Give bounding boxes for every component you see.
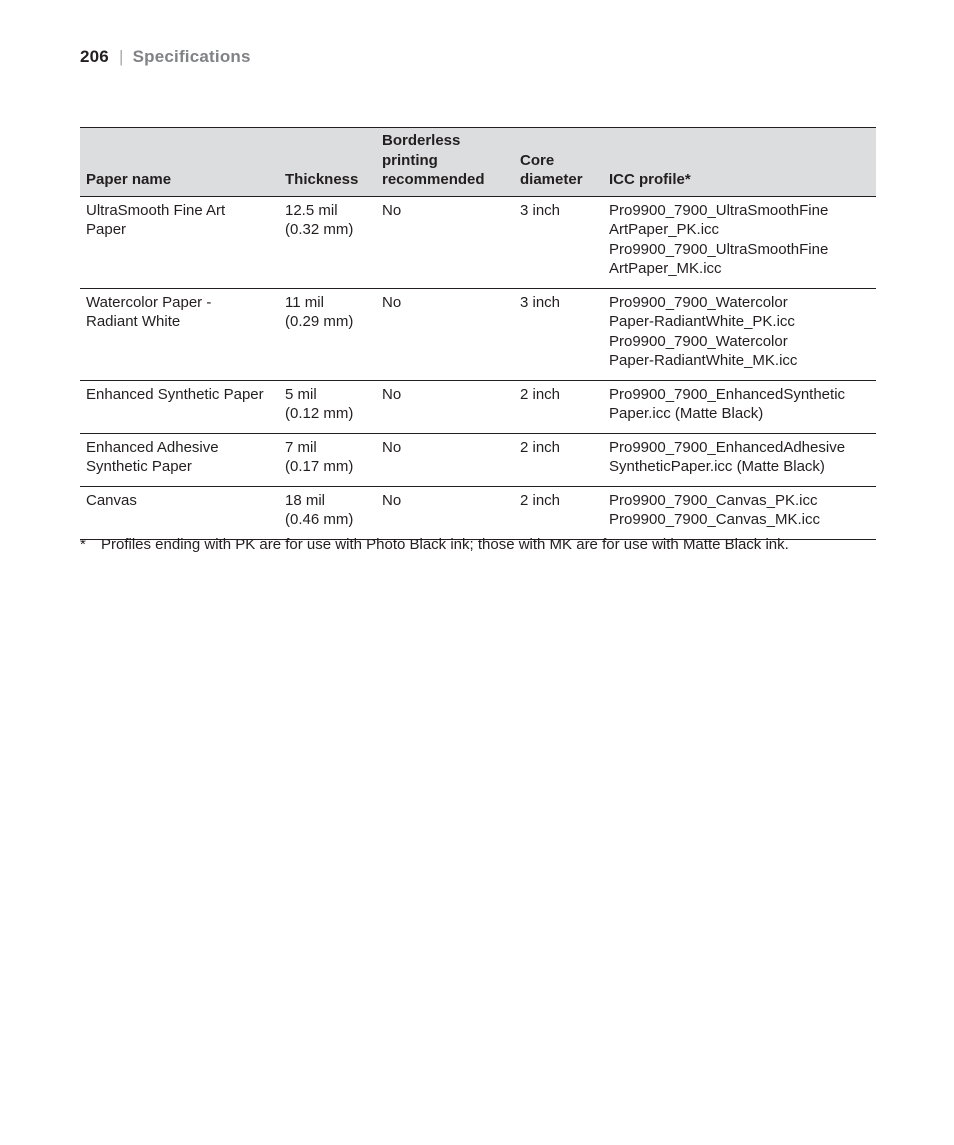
- icc-profile-cell-line: Paper-RadiantWhite_PK.icc: [609, 313, 795, 330]
- col-icc-profile-header-line: ICC profile*: [609, 171, 691, 188]
- icc-profile-cell-line: Pro9900_7900_Canvas_PK.icc: [609, 491, 818, 509]
- paper-name-cell: [80, 486, 279, 539]
- thickness-cell-line: 18 mil: [285, 491, 326, 509]
- paper-name-cell-line: Radiant White: [86, 313, 181, 330]
- thickness-cell: [279, 486, 376, 539]
- core-diameter-cell-line: 3 inch: [520, 293, 561, 311]
- icc-profile-cell: [603, 380, 876, 433]
- paper-name-cell: [80, 196, 279, 288]
- table-header: [80, 128, 876, 197]
- borderless-cell-line: No: [382, 491, 402, 509]
- footnote-text: Profiles ending with PK are for use with Photo Black ink; those with MK are for use with Matte Black ink.: [101, 536, 789, 553]
- paper-name-cell-line: Enhanced Adhesive: [86, 438, 219, 456]
- col-core-diameter-header-line: Core: [520, 151, 555, 169]
- borderless-cell-line: No: [382, 385, 402, 403]
- thickness-cell-line: (0.17 mm): [285, 458, 354, 475]
- table-row: [80, 433, 876, 486]
- icc-profile-cell-line: Pro9900_7900_Canvas_MK.icc: [609, 511, 820, 528]
- borderless-cell-line: No: [382, 438, 402, 456]
- col-icc-profile-header: [603, 128, 876, 197]
- col-thickness-header-line: Thickness: [285, 171, 359, 188]
- borderless-cell: [376, 196, 514, 288]
- col-paper-name-header: [80, 128, 279, 197]
- section-title: Specifications: [132, 47, 251, 66]
- thickness-cell: [279, 288, 376, 380]
- icc-profile-cell: [603, 486, 876, 539]
- borderless-cell: [376, 486, 514, 539]
- thickness-cell-line: 7 mil: [285, 438, 317, 456]
- thickness-cell-line: 12.5 mil: [285, 201, 338, 219]
- icc-profile-cell: [603, 196, 876, 288]
- table-row: [80, 196, 876, 288]
- col-borderless-header-line: printing: [382, 151, 438, 169]
- core-diameter-cell-line: 2 inch: [520, 491, 561, 509]
- col-borderless-header-line: recommended: [382, 171, 485, 188]
- paper-name-cell: [80, 288, 279, 380]
- table-row: [80, 288, 876, 380]
- col-borderless-header-line: Borderless: [382, 132, 461, 149]
- icc-profile-cell-line: Pro9900_7900_Watercolor: [609, 332, 788, 350]
- borderless-cell-line: No: [382, 293, 402, 311]
- icc-profile-cell-line: ArtPaper_PK.icc: [609, 221, 720, 238]
- thickness-cell-line: (0.29 mm): [285, 313, 354, 330]
- table-body: [80, 196, 876, 539]
- core-diameter-cell: [514, 288, 603, 380]
- paper-name-cell: [80, 433, 279, 486]
- table-header-row: [80, 128, 876, 197]
- icc-profile-cell: [603, 433, 876, 486]
- thickness-cell-line: 11 mil: [285, 293, 324, 311]
- core-diameter-cell: [514, 380, 603, 433]
- paper-name-cell-line: Watercolor Paper -: [86, 293, 212, 311]
- core-diameter-cell-line: 3 inch: [520, 201, 561, 219]
- col-borderless-header: [376, 128, 514, 197]
- table-row: [80, 380, 876, 433]
- core-diameter-cell: [514, 196, 603, 288]
- col-core-diameter-header: [514, 128, 603, 197]
- icc-profile-cell-line: Pro9900_7900_UltraSmoothFine: [609, 240, 829, 258]
- icc-profile-cell-line: Paper.icc (Matte Black): [609, 405, 764, 422]
- page-number: 206: [80, 47, 109, 66]
- paper-name-cell-line: Enhanced Synthetic Paper: [86, 385, 264, 403]
- borderless-cell: [376, 288, 514, 380]
- footnote: [80, 535, 789, 555]
- paper-name-cell: [80, 380, 279, 433]
- thickness-cell: [279, 433, 376, 486]
- paper-name-cell-line: UltraSmooth Fine Art: [86, 201, 226, 219]
- paper-specifications-table: [80, 127, 876, 540]
- thickness-cell: [279, 380, 376, 433]
- core-diameter-cell: [514, 433, 603, 486]
- icc-profile-cell-line: Paper-RadiantWhite_MK.icc: [609, 352, 798, 369]
- borderless-cell: [376, 433, 514, 486]
- paper-name-cell-line: Canvas: [86, 491, 137, 509]
- page-header: [80, 47, 251, 67]
- thickness-cell-line: 5 mil: [285, 385, 317, 403]
- col-paper-name-header-line: Paper name: [86, 171, 172, 188]
- icc-profile-cell-line: Pro9900_7900_Watercolor: [609, 293, 788, 311]
- icc-profile-cell-line: Pro9900_7900_EnhancedAdhesive: [609, 438, 846, 456]
- icc-profile-cell-line: Pro9900_7900_EnhancedSynthetic: [609, 385, 846, 403]
- icc-profile-cell-line: SyntheticPaper.icc (Matte Black): [609, 458, 825, 475]
- icc-profile-cell-line: Pro9900_7900_UltraSmoothFine: [609, 201, 829, 219]
- icc-profile-cell: [603, 288, 876, 380]
- thickness-cell: [279, 196, 376, 288]
- core-diameter-cell-line: 2 inch: [520, 385, 561, 403]
- footnote-marker: *: [80, 536, 86, 553]
- header-separator: |: [118, 47, 124, 66]
- core-diameter-cell: [514, 486, 603, 539]
- thickness-cell-line: (0.32 mm): [285, 221, 354, 238]
- borderless-cell: [376, 380, 514, 433]
- paper-name-cell-line: Synthetic Paper: [86, 458, 192, 475]
- col-core-diameter-header-line: diameter: [520, 171, 583, 188]
- borderless-cell-line: No: [382, 201, 402, 219]
- thickness-cell-line: (0.46 mm): [285, 511, 354, 528]
- icc-profile-cell-line: ArtPaper_MK.icc: [609, 260, 722, 277]
- paper-name-cell-line: Paper: [86, 221, 127, 238]
- thickness-cell-line: (0.12 mm): [285, 405, 354, 422]
- core-diameter-cell-line: 2 inch: [520, 438, 561, 456]
- table-row: [80, 486, 876, 539]
- col-thickness-header: [279, 128, 376, 197]
